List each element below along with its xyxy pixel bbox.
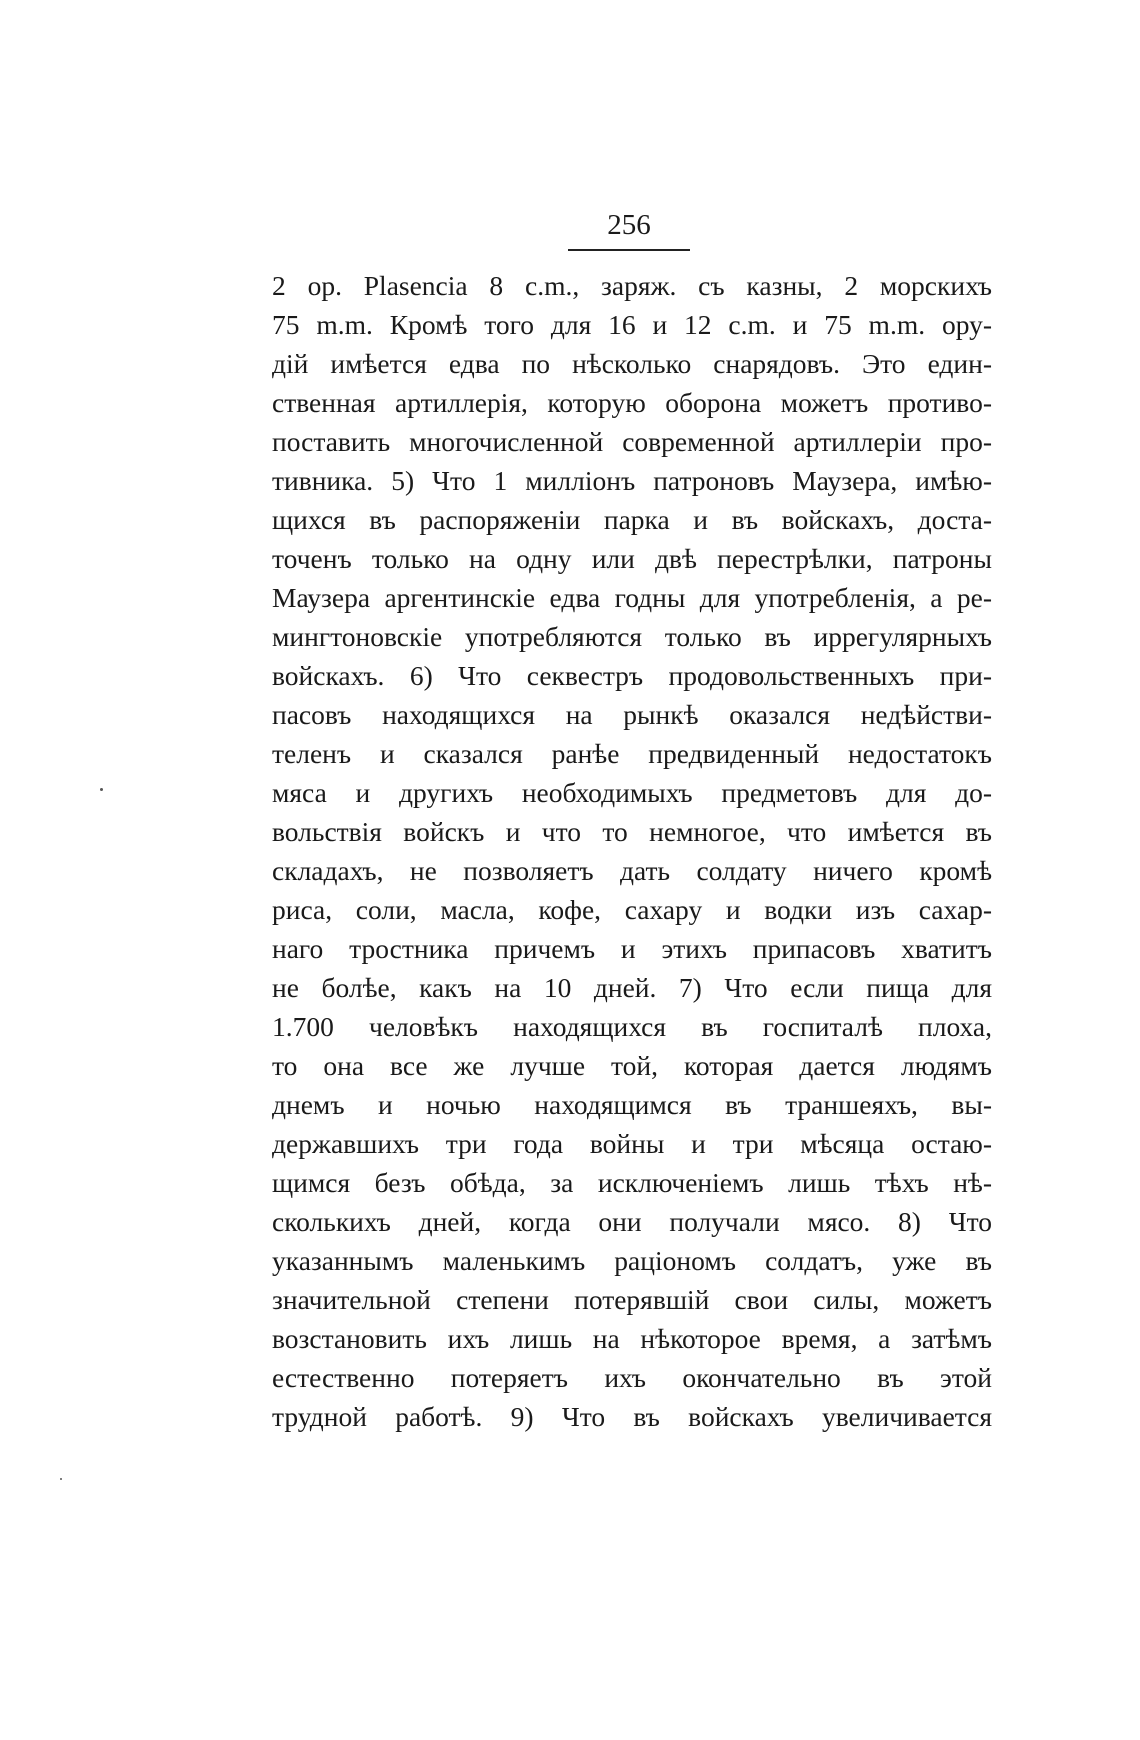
- text-line: 75 m.m. Кромѣ того для 16 и 12 c.m. и 75 m.m. ору-: [272, 309, 992, 340]
- text-line: возстановить ихъ лишь на нѣкоторое время, а затѣмъ: [272, 1323, 992, 1354]
- text-line: риса, соли, масла, кофе, сахару и водки изъ сахар-: [272, 894, 992, 925]
- text-line: трудной работѣ. 9) Что въ войскахъ увеличивается: [272, 1401, 992, 1432]
- text-line: ственная артиллерія, которую оборона можетъ противо-: [272, 387, 992, 418]
- page-number: 256: [607, 209, 651, 241]
- text-line: не болѣе, какъ на 10 дней. 7) Что если пища для: [272, 972, 992, 1003]
- text-line: складахъ, не позволяетъ дать солдату ничего кромѣ: [272, 855, 992, 886]
- text-line: днемъ и ночью находящимся въ траншеяхъ, вы-: [272, 1089, 992, 1120]
- text-line: то она все же лучше той, которая дается людямъ: [272, 1050, 992, 1081]
- text-line: теленъ и сказался ранѣе предвиденный недостатокъ: [272, 738, 992, 769]
- text-line: точенъ только на одну или двѣ перестрѣлки, патроны: [272, 543, 992, 574]
- text-line: 1.700 человѣкъ находящихся въ госпиталѣ плоха,: [272, 1011, 992, 1042]
- text-line: наго тростника причемъ и этихъ припасовъ хватитъ: [272, 933, 992, 964]
- text-line: Маузера аргентинскіе едва годны для употребленія, а ре-: [272, 582, 992, 613]
- scan-speck: [60, 1478, 62, 1480]
- text-line: дій имѣется едва по нѣсколько снарядовъ. Это един-: [272, 348, 992, 379]
- text-line: щимся безъ обѣда, за исключеніемъ лишь тѣхъ нѣ-: [272, 1167, 992, 1198]
- text-line: щихся въ распоряженіи парка и въ войскахъ, доста-: [272, 504, 992, 535]
- page-number-rule: [568, 249, 690, 251]
- text-line: вольствія войскъ и что то немногое, что имѣется въ: [272, 816, 992, 847]
- text-line: мингтоновскіе употребляются только въ иррегулярныхъ: [272, 621, 992, 652]
- text-line: тивника. 5) Что 1 милліонъ патроновъ Маузера, имѣю-: [272, 465, 992, 496]
- text-line: мяса и другихъ необходимыхъ предметовъ для до-: [272, 777, 992, 808]
- text-line: указаннымъ маленькимъ раціономъ солдатъ, уже въ: [272, 1245, 992, 1276]
- text-line: значительной степени потерявшій свои силы, можетъ: [272, 1284, 992, 1315]
- text-line: пасовъ находящихся на рынкѣ оказался недѣйстви-: [272, 699, 992, 730]
- text-line: державшихъ три года войны и три мѣсяца остаю-: [272, 1128, 992, 1159]
- scan-speck: [100, 788, 103, 791]
- text-line: 2 op. Plasencia 8 c.m., заряж. съ казны, 2 морскихъ: [272, 270, 992, 301]
- text-line: естественно потеряетъ ихъ окончательно въ этой: [272, 1362, 992, 1393]
- body-text: [272, 266, 992, 1436]
- text-line: сколькихъ дней, когда они получали мясо. 8) Что: [272, 1206, 992, 1237]
- text-line: поставить многочисленной современной артиллеріи про-: [272, 426, 992, 457]
- text-line: войскахъ. 6) Что секвестръ продовольственныхъ при-: [272, 660, 992, 691]
